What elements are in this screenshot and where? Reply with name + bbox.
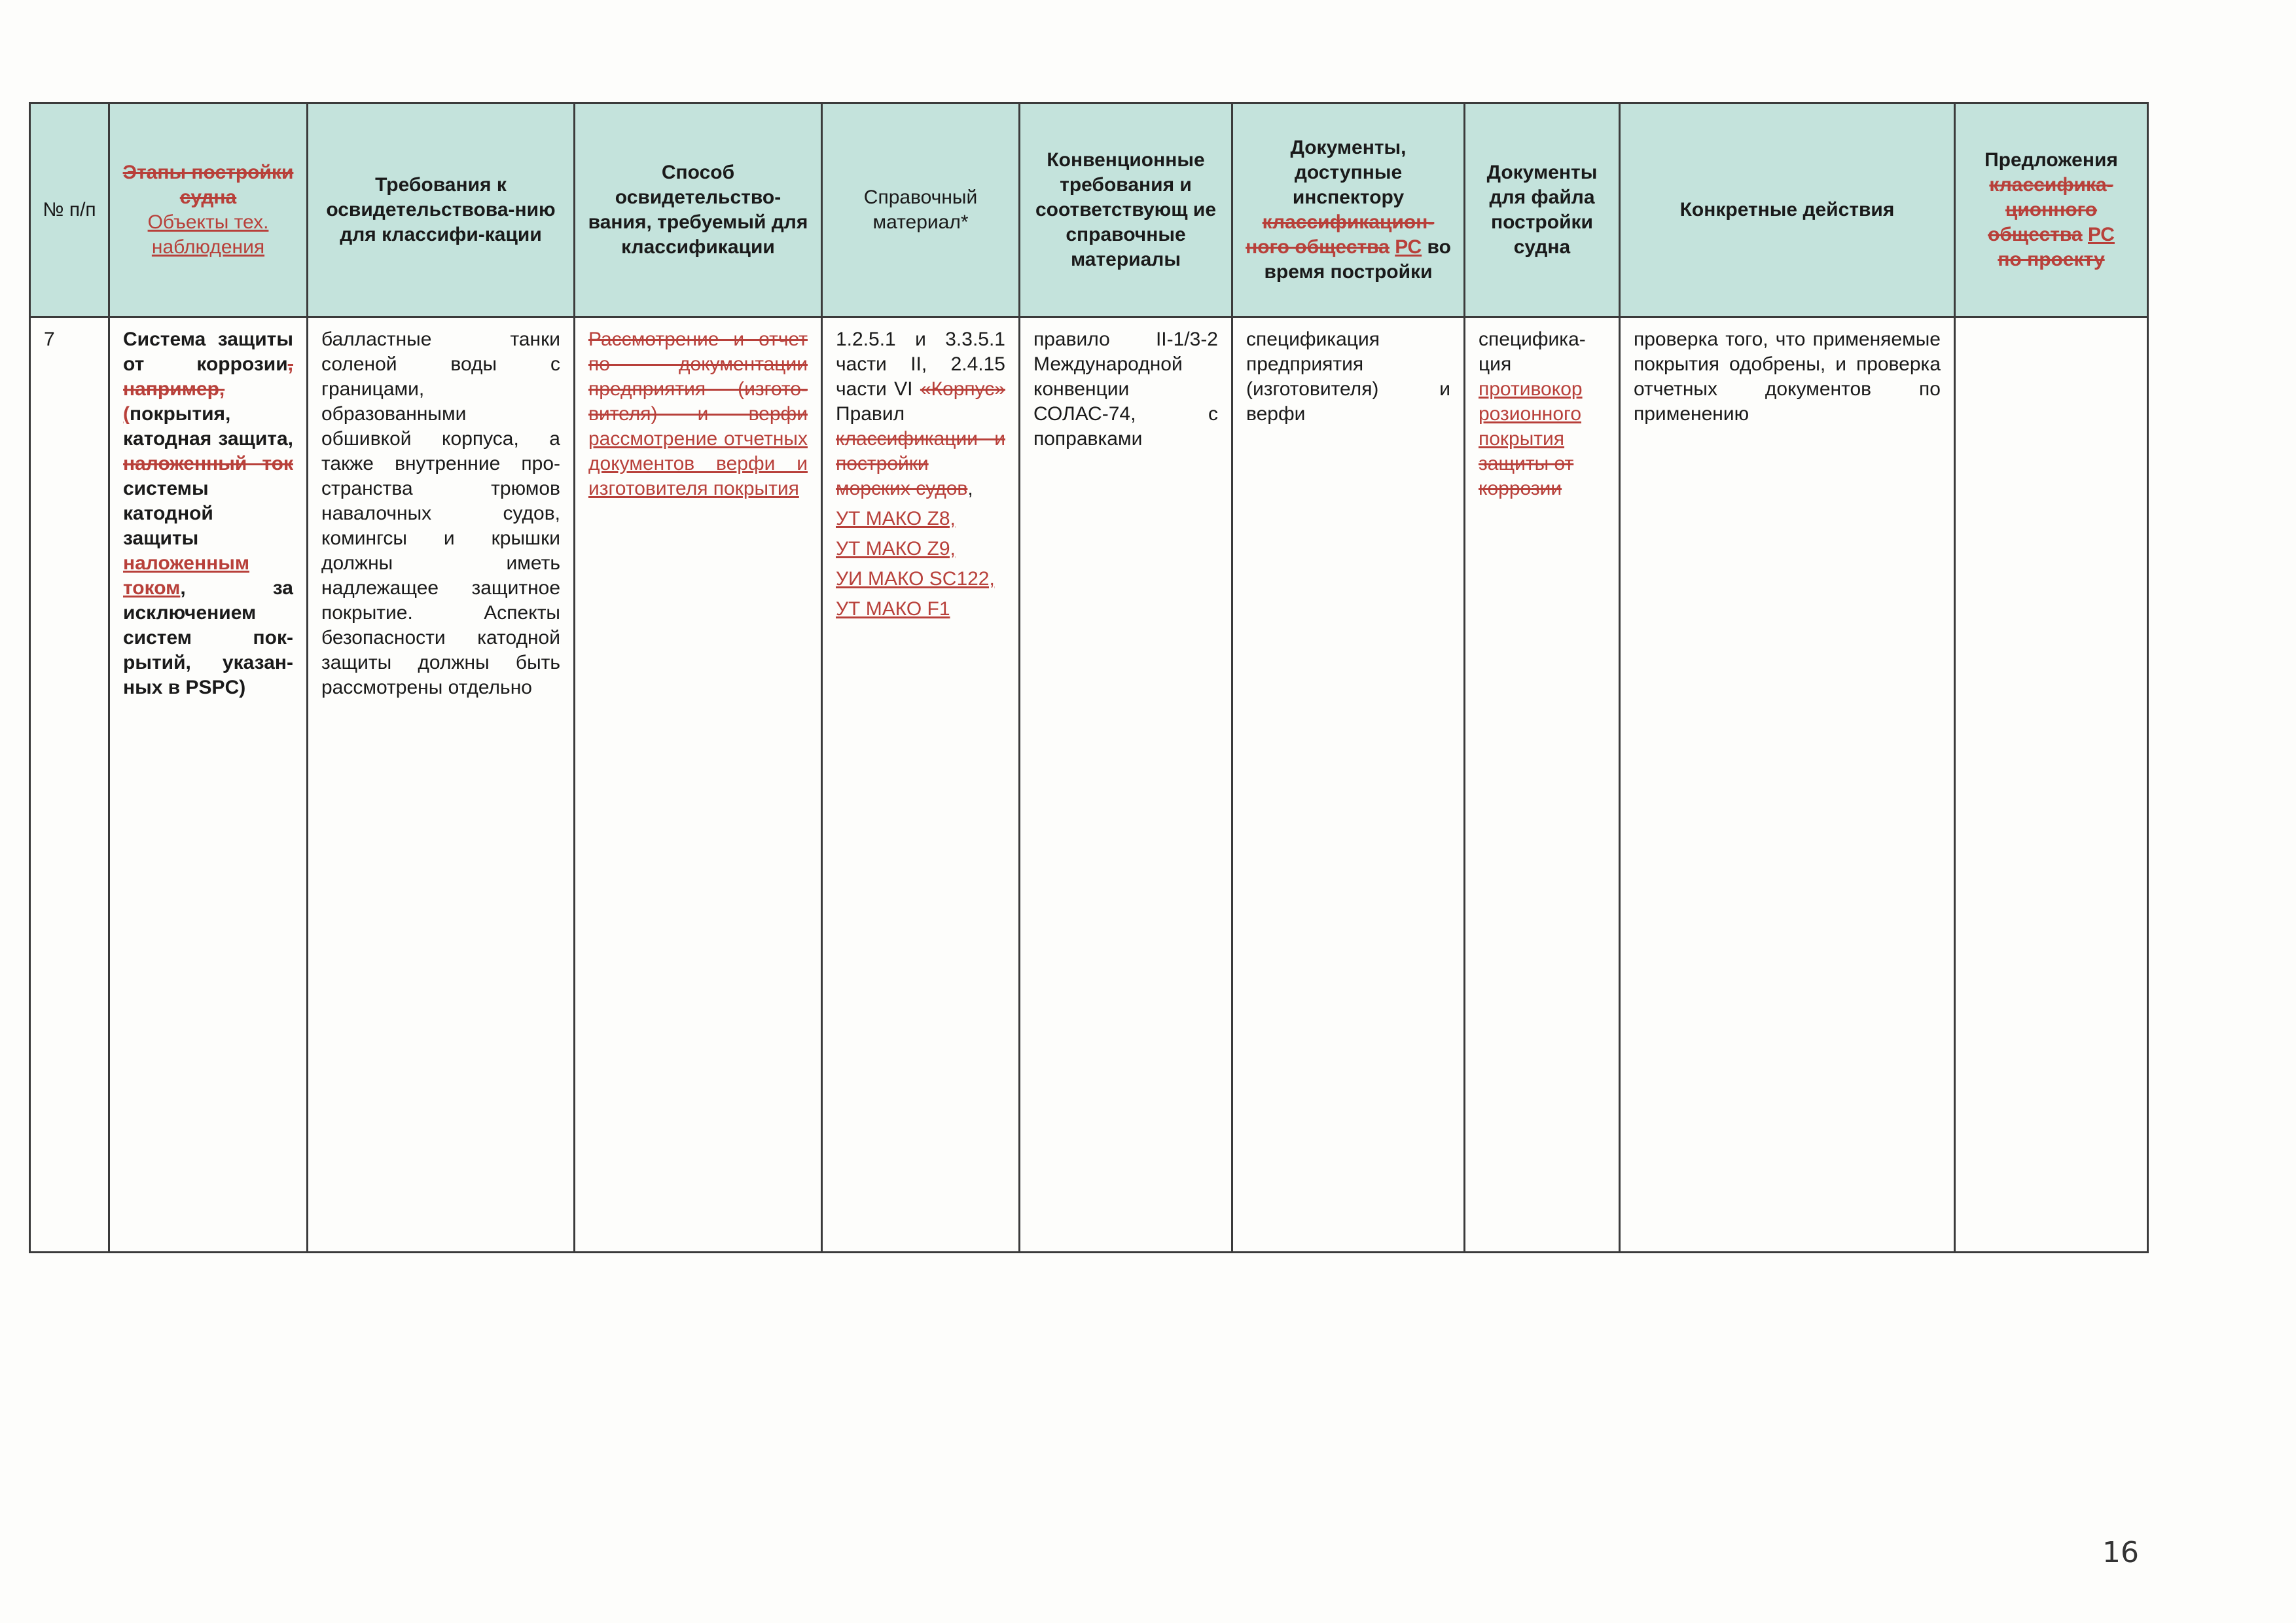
reference-link[interactable]: УИ МАКО SC122, (836, 568, 995, 590)
header-method: Способ освидетельство-вания, требуемый для классификации (575, 103, 822, 317)
header-requirements: Требования к освидетельствова-нию для классифи-кации (308, 103, 575, 317)
reference-link[interactable]: УТ МАКО Z8, (836, 508, 956, 529)
cell-docs-file: специфика-ция противокор розионного покрытия защиты от коррозии (1465, 317, 1620, 1253)
header-objects-inserted: Объекты тех. наблюдения (147, 211, 269, 258)
cell-object: Система защиты от коррозии, например, (покрытия, катодная защита, наложенный ток системы катодной защиты наложенным током, за исключением систем пок-рытий, указан-ных в PSPC) (109, 317, 308, 1253)
cell-method: Рассмотрение и отчет по документации предприятия (изгото-вителя) и верфи рассмотрение отчетных документов верфи и изготовителя покрытия (575, 317, 822, 1253)
cell-actions: проверка того, что применяемые покрытия одобрены, и проверка отчетных документов по применению (1620, 317, 1955, 1253)
header-convention: Конвенционные требования и соответствующ ие справочные материалы (1020, 103, 1232, 317)
reference-link[interactable]: УТ МАКО Z9, (836, 538, 956, 560)
cell-docs-inspector: спецификация предприятия (изготовителя) и верфи (1232, 317, 1465, 1253)
header-actions: Конкретные действия (1620, 103, 1955, 317)
header-objects (109, 103, 308, 317)
header-proposals: Предложения классифика-ционного общества РС по проекту (1955, 103, 2148, 317)
cell-num: 7 (30, 317, 109, 1253)
page-number: 16 (2102, 1536, 2139, 1569)
cell-reference: 1.2.5.1 и 3.3.5.1 части II, 2.4.15 части VI «Корпус» Правил классификации и постройки морских судов, УТ МАКО Z8, УТ МАКО Z9, УИ МАКО SC122, УТ МАКО F1 (822, 317, 1020, 1253)
header-docs-inspector: Документы, доступные инспектору классификацион-ного общества РС во время постройки (1232, 103, 1465, 317)
header-reference: Справочный материал* (822, 103, 1020, 317)
cell-requirements: балластные танки соленой воды с границами, образованными обшивкой корпуса, а также внутренние про-странства трюмов навалочных судов, комингсы и крышки должны иметь надлежащее защитное покрытие. Аспекты безопасности катодной защиты должны быть рассмотрены отдельно (308, 317, 575, 1253)
header-num: № п/п (30, 103, 109, 317)
cell-proposals (1955, 317, 2148, 1253)
table-header-row (30, 103, 2148, 317)
header-docs-file: Документы для файла постройки судна (1465, 103, 1620, 317)
cell-convention: правило II-1/3-2 Международной конвенции СОЛАС-74, с поправками (1020, 317, 1232, 1253)
table-row (30, 317, 2148, 1253)
header-objects-deleted: Этапы постройки судна (122, 162, 294, 208)
reference-link[interactable]: УТ МАКО F1 (836, 598, 950, 620)
survey-table (29, 102, 2149, 1253)
